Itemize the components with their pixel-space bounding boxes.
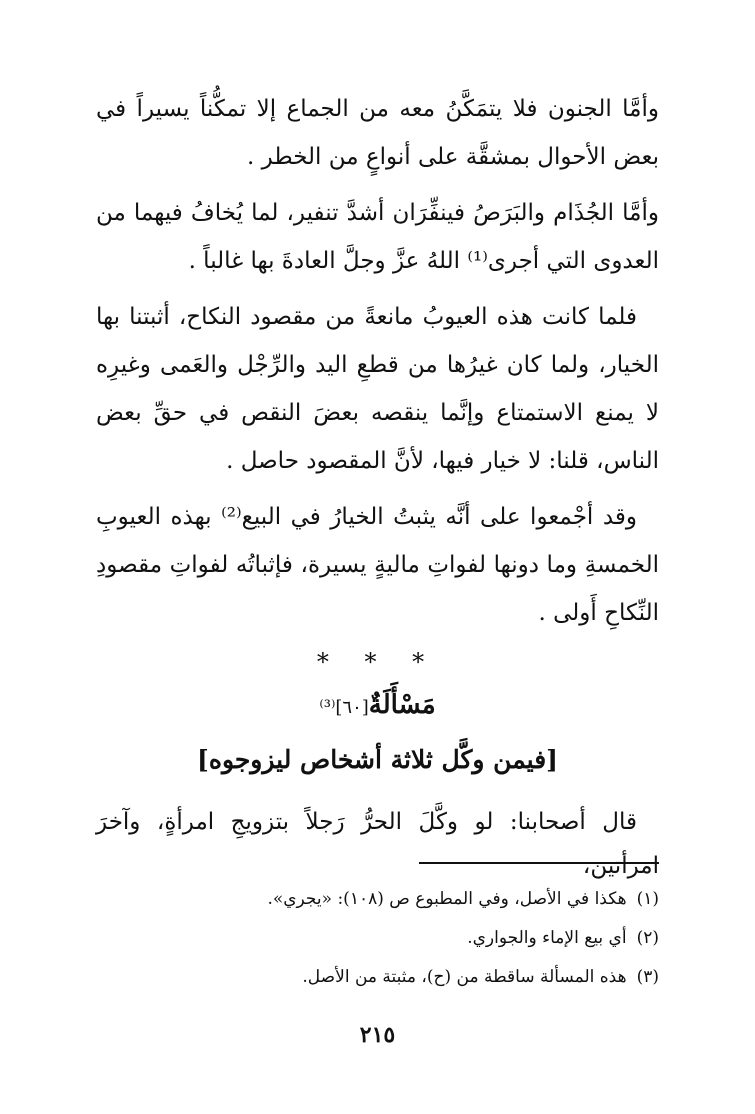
issue-number: [٦٠] <box>335 697 369 718</box>
issue-footnote-ref: ⁽³⁾ <box>319 697 336 718</box>
footnote-text: هكذا في الأصل، وفي المطبوع ص (١٠٨): «يجري». <box>267 889 627 909</box>
footnote-item <box>96 880 659 919</box>
issue-body-text: قال أصحابنا: لو وكَّلَ الحرُّ رَجلاً بتزويجِ امرأةٍ، وآخرَ امرأتين، <box>96 809 659 879</box>
footnotes <box>96 880 659 997</box>
footnote-number: (٢) <box>636 928 659 948</box>
footnote-text: هذه المسألة ساقطة من (ح)، مثبتة من الأصل. <box>302 967 627 987</box>
page-number: ٢١٥ <box>359 1022 396 1048</box>
paragraph-defects: فلما كانت هذه العيوبُ مانعةً من مقصود النكاح، أثبتنا بها الخيار، ولما كان غيرُها من قطعِ اليد والرِّجْل والعَمى وغيرِه لا يمنع الاستمتاع وإنَّما ينقصه بعضَ النقص في حقِّ بعض الناس، قلنا: لا خيار فيها، لأنَّ المقصود حاصل . <box>96 304 659 474</box>
footnote-number: (١) <box>636 889 659 909</box>
paragraph-consensus: وقد أجْمعوا على أنَّه يثبتُ الخيارُ في البيع⁽²⁾ بهذه العيوبِ الخمسةِ وما دونها لفواتِ ماليةٍ يسيرة، فإثباتُه لفواتِ مقصودِ النِّكاحِ أَولى . <box>96 504 659 626</box>
main-text <box>96 85 659 645</box>
issue-title: [فيمن وكَّل ثلاثة أشخاص ليزوجوه] <box>197 745 558 774</box>
footnote-number: (٣) <box>636 967 659 987</box>
issue-word: مَسْأَلَةٌ <box>368 690 436 720</box>
section-separator: * * * <box>316 648 439 676</box>
footnote-text: أي بيع الإماء والجواري. <box>467 928 627 948</box>
footnote-divider <box>419 862 659 864</box>
paragraph-insanity: وأمَّا الجنون فلا يتمَكَّنُ معه من الجماع إلا تمكُّناً يسيراً في بعض الأحوال بمشقَّة على أنواعٍ من الخطر . <box>96 96 659 170</box>
paragraph-leprosy: وأمَّا الجُذَام والبَرَصُ فينفِّرَان أشدَّ تنفير، لما يُخافُ فيهما من العدوى التي أجرى⁽¹⁾ اللهُ عزَّ وجلَّ العادةَ بها غالباً . <box>96 200 659 274</box>
footnote-item <box>96 919 659 958</box>
issue-heading <box>0 690 755 720</box>
footnote-item <box>96 958 659 997</box>
